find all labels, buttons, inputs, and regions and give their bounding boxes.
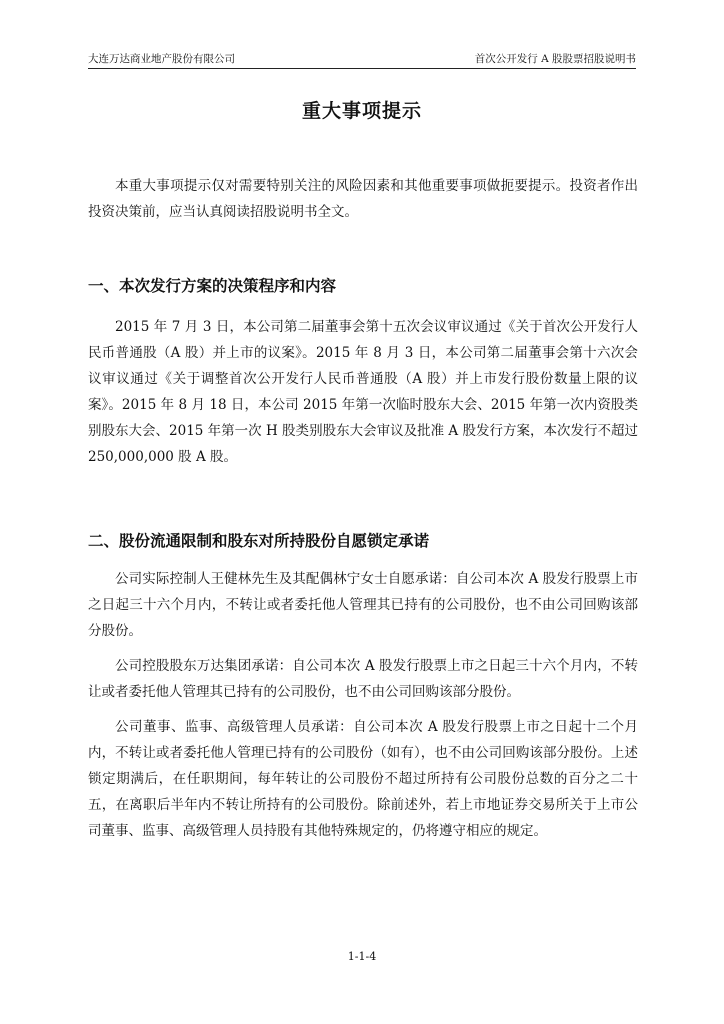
section-2-paragraph-3: 公司董事、监事、高级管理人员承诺：自公司本次 A 股发行股票上市之日起十二个月内，不转让或者委托他人管理已持有的公司股份（如有），也不由公司回购该部分股份。上述锁定期满后，在任职期间，每年转让的公司股份不超过所持有公司股份总数的百分之二十五，在离职后半年内不转让所持有的公司股份。除前述外，若上市地证券交易所关于上市公司董事、监事、高级管理人员持股有其他特殊规定的，仍将遵守相应的规定。	[88, 719, 638, 839]
section-2-paragraph-1: 公司实际控制人王健林先生及其配偶林宁女士自愿承诺：自公司本次 A 股发行股票上市之日起三十六个月内，不转让或者委托他人管理其已持有的公司股份，也不由公司回购该部分股份。	[88, 571, 638, 639]
page-title: 重大事项提示	[301, 100, 422, 122]
section-1-body	[88, 314, 638, 470]
intro-block	[88, 173, 638, 225]
section-2-body	[88, 566, 638, 844]
header-company-name: 大连万达商业地产股份有限公司	[88, 53, 235, 65]
page-header	[88, 50, 636, 69]
page-number: 1-1-4	[347, 950, 377, 963]
section-2-paragraph-2: 公司控股股东万达集团承诺：自公司本次 A 股发行股票上市之日起三十六个月内，不转让或者委托他人管理其已持有的公司股份，也不由公司回购该部分股份。	[88, 658, 638, 700]
section-1-heading: 一、本次发行方案的决策程序和内容	[88, 277, 337, 295]
section-2-heading: 二、股份流通限制和股东对所持股份自愿锁定承诺	[88, 532, 430, 550]
section-1-paragraph-1: 2015 年 7 月 3 日，本公司第二届董事会第十五次会议审议通过《关于首次公开发行人民币普通股（A 股）并上市的议案》。2015 年 8 月 3 日，本公司第二届董事会第十六次会议审议通过《关于调整首次公开发行人民币普通股（A 股）并上市发行股份数量上限的议案》。2015 年 8 月 18 日，本公司 2015 年第一次临时股东大会、2015 年第一次内资股类别股东大会、2015 年第一次 H 股类别股东大会审议及批准 A 股发行方案，本次发行不超过 250,000,000 股 A 股。	[88, 319, 638, 465]
intro-paragraph: 本重大事项提示仅对需要特别关注的风险因素和其他重要事项做扼要提示。投资者作出投资决策前，应当认真阅读招股说明书全文。	[88, 178, 638, 220]
header-document-name: 首次公开发行 A 股股票招股说明书	[474, 53, 636, 65]
